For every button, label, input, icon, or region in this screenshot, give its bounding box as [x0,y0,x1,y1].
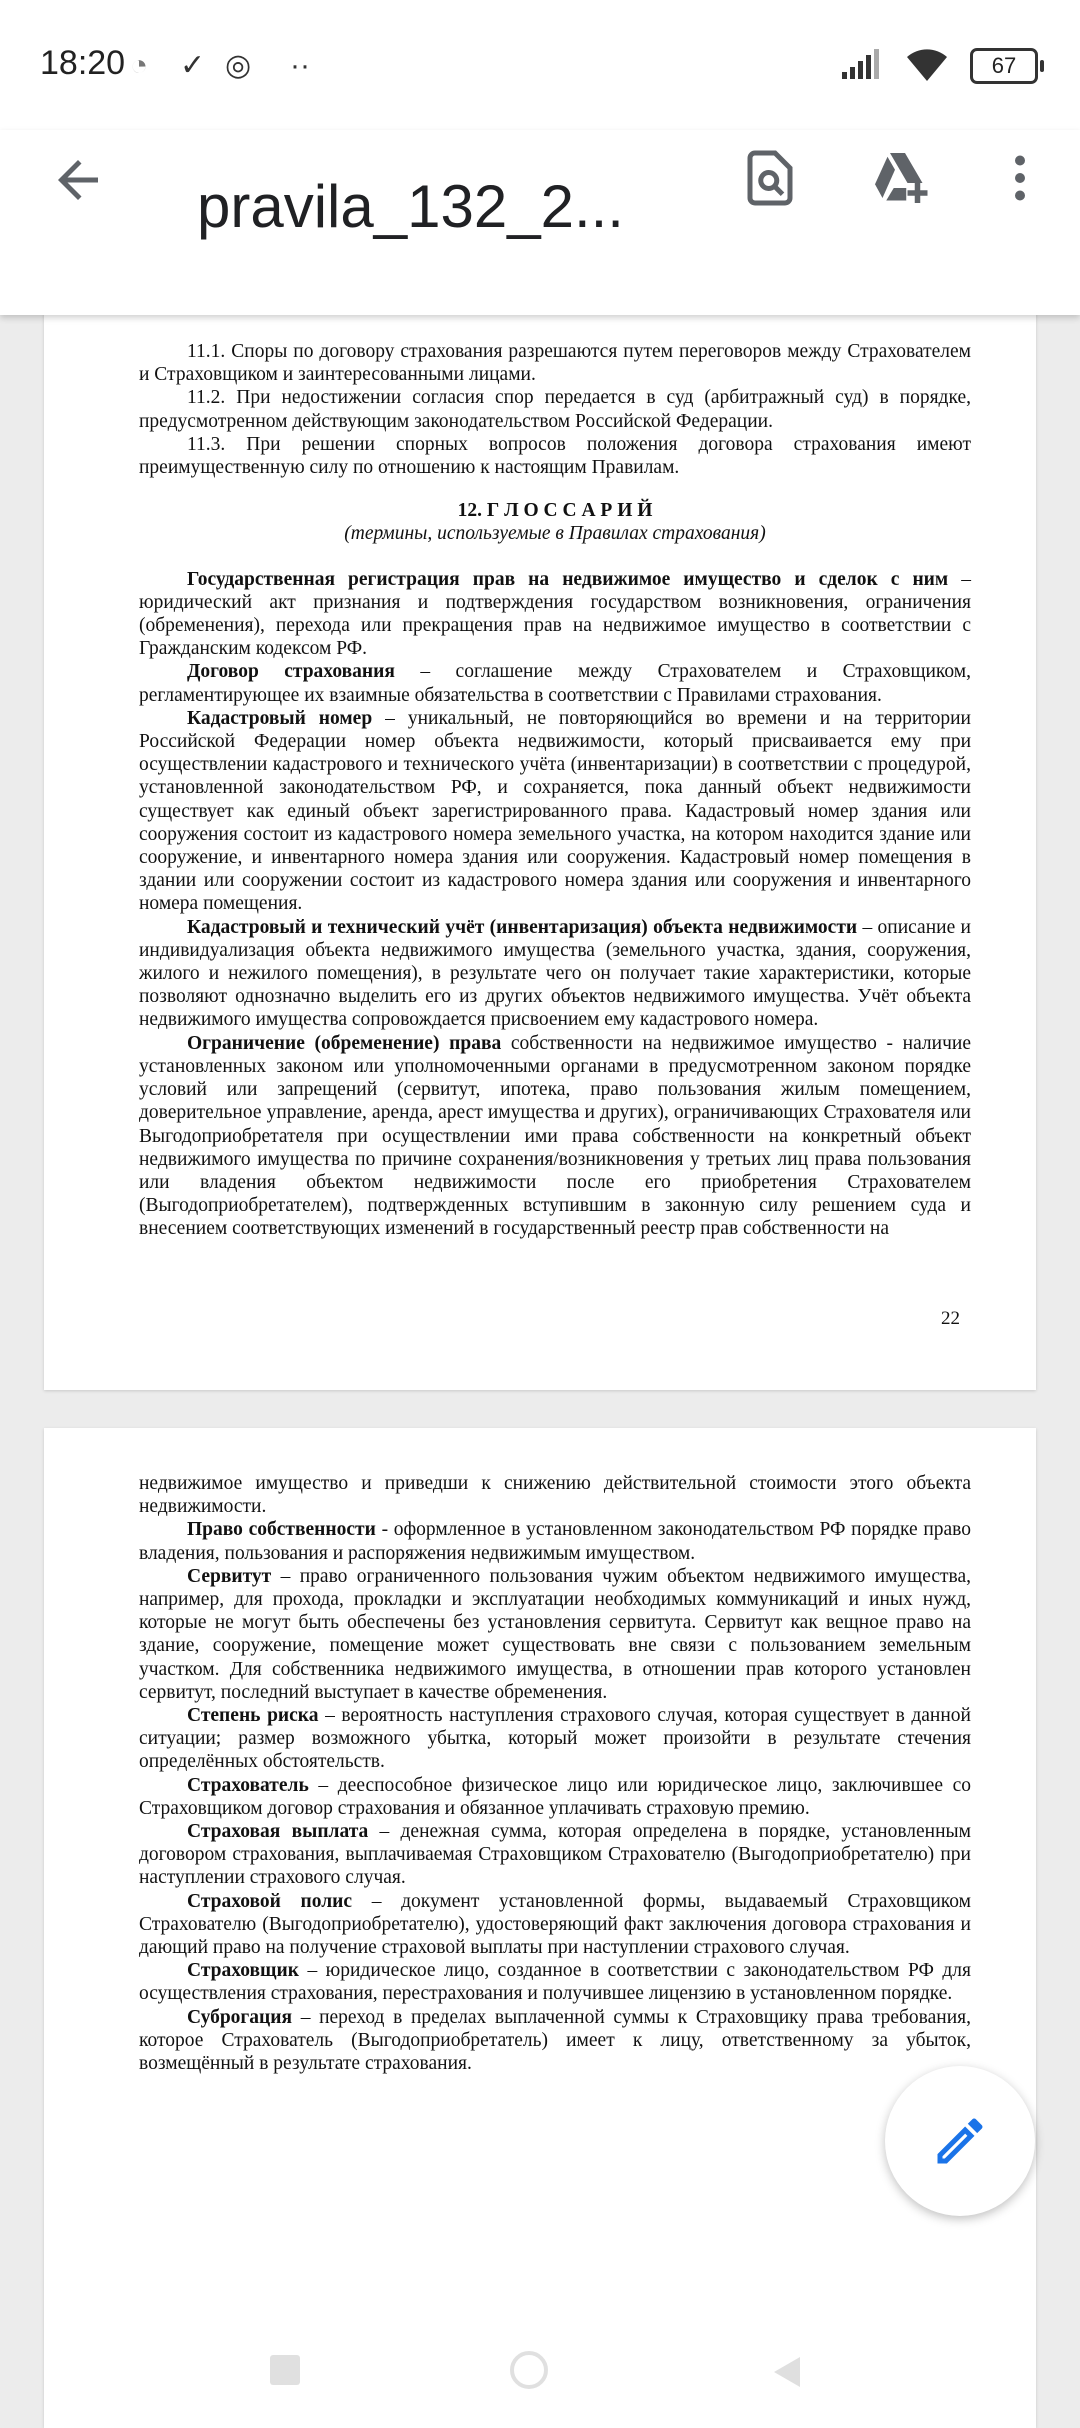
glossary-definition: – право ограниченного пользования чужим объектом недвижимого имущества, например, для прохода, прокладки и эксплуатации необходимых коммуникаций и иных нужд, которые не могут быть обеспечены без установления сервитута. Сервитут как вещное право на здание, сооружение, помещение может существовать вне связи с пользованием земельным участком. Для собственника недвижимого имущества, в отношении прав которого установлен сервитут, последний выступает в качестве обременения. [139,1565,971,1703]
more-notifications-icon: ·· [290,49,310,82]
glossary-entry [139,1890,971,1960]
add-to-drive-icon[interactable] [870,148,930,208]
glossary-term: Страховая выплата [187,1821,369,1843]
glossary-entry [139,1959,971,2005]
page-text [139,340,971,1241]
home-button[interactable] [510,2351,548,2389]
section-heading: 12. Г Л О С С А Р И Й [457,500,653,522]
recents-button[interactable] [270,2355,300,2385]
glossary-entry [139,916,971,1032]
glossary-term: Кадастровый и технический учёт (инвентаризация) объекта недвижимости [187,916,858,938]
status-time: 18:20 [40,44,126,82]
sync-icon: ◎ [225,49,252,82]
glossary-term: Страховой полис [187,1890,353,1912]
pdf-page-22 [44,262,1036,1390]
glossary-definition: – юридическое лицо, созданное в соответствии с законодательством РФ для осуществления страхования, перестрахования и получившее лицензию в установленном порядке. [139,1960,971,2005]
glossary-entry [139,1032,971,1241]
glossary-definition: – переход в пределах выплаченной суммы к Страховщику права требования, которое Страхователь (Выгодоприобретатель) имеет к лицу, ответственному за убыток, возмещённый в результате страхования. [139,2006,971,2075]
glossary-definition: - оформленное в установленном законодательством РФ порядке право владения, пользования и распоряжения недвижимым имуществом. [139,1519,971,1564]
glossary-definition: собственности на недвижимое имущество - наличие установленных законом или уполномоченными органами в предусмотренном законом порядке условий или запрещений (сервитут, ипотека, право пользования жилым помещением, доверительное управление, аренда, арест имущества и других), ограничивающих Страхователя или Выгодоприобретателя при осуществлении ими права собственности на конкретный объект недвижимого имущества по причине сохранения/возникновения у третьих лиц права пользования или владения объектом недвижимости после его приобретения Страхователем (Выгодоприобретателем), подтвержденных вступившим в законную силу решением суда и внесением соответствующих изменений в государственный реестр прав собственности на [139,1032,972,1240]
glossary-definition: – юридический акт признания и подтверждения государством возникновения, ограничения (обременения), перехода или прекращения прав на недвижимое имущество в соответствии с Гражданским кодексом РФ. [139,568,972,660]
wifi-icon [905,45,949,83]
glossary-definition: – соглашение между Страхователем и Страховщиком, регламентирующее их взаимные обязательства в соответствии с Правилами страхования. [139,661,971,706]
system-navigation-bar [0,2340,1080,2400]
more-options-icon[interactable] [990,148,1050,208]
signal-icon [840,48,886,80]
status-bar [0,0,1080,130]
glossary-entry [139,568,971,661]
paragraph-11-2: 11.2. При недостижении согласия спор передается в суд (арбитражный суд) в порядке, предусмотренном действующим законодательством Российской Федерации. [139,387,971,432]
glossary-definition: – уникальный, не повторяющийся во времени и на территории Российской Федерации номер объекта недвижимости, который присваивается ему при осуществлении кадастрового и технического учёта (инвентаризации) в соответствии с процедурой, установленной законодательством РФ, и сохраняется, пока данный объект недвижимости существует как единый объект зарегистрированного права. Кадастровый номер здания или сооружения состоит из кадастрового номера земельного участка, на котором находится здание или сооружение, и инвентарного номера здания или сооружения. Кадастровый номер помещения в здании или сооружении состоит из кадастрового номера здания или сооружения и инвентарного номера помещения. [139,707,971,915]
page-number: 22 [941,1308,960,1329]
glossary-entry [139,2006,971,2076]
back-nav-button[interactable] [770,2355,804,2389]
glossary-definition: – вероятность наступления страхового случая, которая существует в данной ситуации; размер возможного убытка, который может произойти в результате стечения определённых обстоятельств. [139,1705,971,1773]
glossary-definition: – документ установленной формы, выдаваемый Страховщиком Страхователю (Выгодоприобретателю), удостоверяющий факт заключения договора страхования и дающий право на получение страховой выплаты при наступлении страхового случая. [139,1890,971,1959]
music-icon: ◔ [130,49,149,82]
pdf-page-23 [44,1428,1036,2428]
glossary-definition: – описание и индивидуализация объекта недвижимого имущества (земельного участка, здания, сооружения, жилого и нежилого помещения), в результате чего он получает такие характеристики, которые позволяют однозначно выделить его из других объектов недвижимого имущества. Учёт объекта недвижимого имущества сопровождается присвоением ему кадастрового номера. [139,916,971,1031]
app-toolbar [0,130,1080,315]
glossary-term: Государственная регистрация прав на недвижимое имущество и сделок с ним [187,568,949,590]
glossary-entry [139,1518,971,1564]
document-title: pravila_132_2... [197,173,624,240]
section-subheading: (термины, используемые в Правилах страхования) [344,523,766,545]
glossary-entry [139,1704,971,1774]
page-text [139,1472,971,2075]
glossary-term: Кадастровый номер [187,707,373,729]
glossary-term: Право собственности [187,1519,376,1541]
glossary-entry [139,1774,971,1820]
find-in-page-icon[interactable] [740,148,800,208]
glossary-definition: – дееспособное физическое лицо или юридическое лицо, заключившее со Страховщиком договор страхования и обязанное уплачивать страховую премию. [139,1774,971,1819]
glossary-entry [139,707,971,916]
glossary-term: Страхователь [187,1774,309,1796]
glossary-term: Договор страхования [187,661,395,683]
battery-indicator: 67 [970,48,1038,84]
edit-fab-button[interactable] [885,2066,1035,2216]
glossary-term: Сервитут [187,1565,272,1587]
glossary-definition: – денежная сумма, которая определена в порядке, установленным договором страхования, выплачиваемая Страховщиком Страхователю (Выгодоприобретателю) при наступлении страхового случая. [139,1821,971,1889]
glossary-term: Суброгация [187,2006,293,2028]
back-arrow-icon[interactable] [48,150,108,210]
paragraph-11-1: 11.1. Споры по договору страхования разрешаются путем переговоров между Страхователем и Страховщиком и заинтересованными лицами. [139,341,971,386]
pencil-icon [930,2111,990,2171]
continuation-paragraph: недвижимое имущество и приведши к снижению действительной стоимости этого объекта недвижимости. [139,1473,971,1518]
paragraph-11-3: 11.3. При решении спорных вопросов положения договора страхования имеют преимущественную силу по отношению к настоящим Правилам. [139,433,971,479]
glossary-entry [139,1565,971,1704]
glossary-entry [139,660,971,706]
glossary-term: Страховщик [187,1960,299,1982]
glossary-term: Степень риска [187,1705,319,1727]
download-done-icon: ✓ [180,49,206,82]
glossary-term: Ограничение (обременение) права [187,1032,502,1054]
glossary-entry [139,1820,971,1890]
